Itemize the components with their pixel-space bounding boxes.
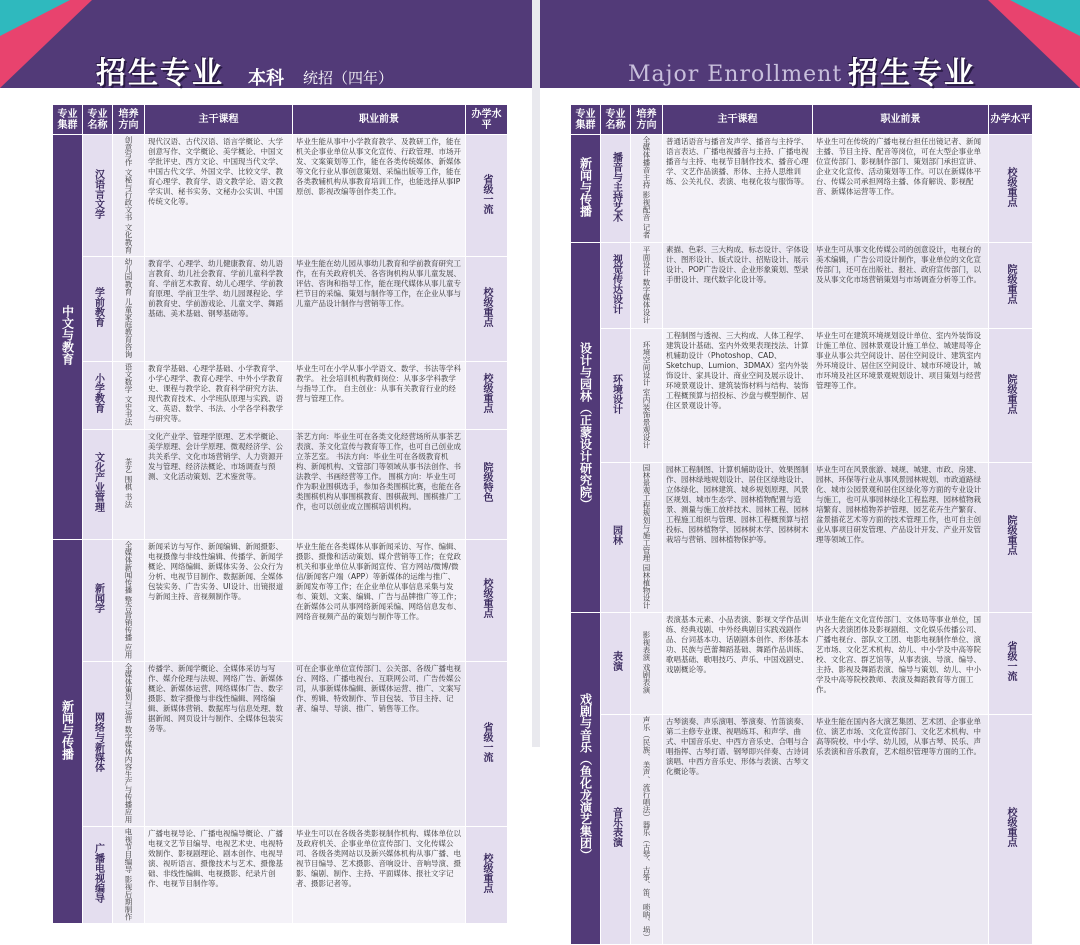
major-level-badge [466,362,508,429]
header-direction: 培养方向 [113,105,145,135]
header-level: 办学水平 [466,105,508,135]
group-cell-text: 新闻与传播 [60,699,75,760]
major-name [83,257,113,362]
page-title: 招生专业 [96,56,224,91]
major-courses: 普通话语音与播音发声学、播音与主持学、语言表达、广播电视播音与主持、广播电视播音与主持、电视节目制作技术、播音心理学、文艺作品演播、形体、主持人思维训练、公关礼仪、表演、电视化妆与服饰等。 [663,135,813,243]
major-direction [113,429,145,539]
table-row [571,329,1033,463]
major-name-text: 网络与新媒体 [92,711,104,772]
major-courses: 园林工程制图、计算机辅助设计、效果图制作、园林绿地规划设计、居住区绿地设计、立体绿化、园林建筑、城乡规划原理、风景区规划、城市生态学、园林植物配置与造景、测量与施工放样技术、园林工程、园林工程施工组织与管理、园林工程概预算与招投标、园林植物学、园林树木学、园林树木栽培与营销、园林植物保护等。 [663,463,813,613]
major-level-badge-text: 校级重点 [481,852,492,893]
table-row [571,612,1033,714]
major-direction [113,826,145,923]
table-row [571,463,1033,613]
major-name [83,429,113,539]
right-table-container [570,104,1033,945]
left-table-container [52,104,508,924]
group-cell [53,539,83,924]
major-direction-text: 电视节目编导 影视后期制作 [124,827,133,921]
major-level-badge [989,329,1033,463]
major-direction-text: 声乐（民族、美声、流行唱法）器乐（古琴、古筝、笛、唢呐、埙） [642,715,651,941]
header-career: 职业前景 [293,105,466,135]
header-level: 办学水平 [989,105,1033,135]
major-career: 毕业生可在风景旅游、城规、城建、市政、房建、园林、环保等行业从事风景园林规划、市政道路绿化、城市公园景观和居住区绿化等方面的专业设计与施工，也可从事园林绿化工程监理、园林植物栽培繁育、园林植物养护管理、园艺花卉生产繁育、盆景插花艺术等方面的技术管理工作，也可自主创业从事项目研发管理、产品设计开发、产业开发管理等领域工作。 [813,463,989,613]
major-level-badge-text: 院级重点 [1005,515,1016,556]
major-direction-text: 全媒体新闻传播 整合营销传播 应用 [124,540,133,658]
major-career: 毕业生能在国内各大演艺集团、艺术团、企事业单位、演艺市场、文化宣传部门、文化艺术机构、中高等院校、中小学、幼儿园，从事古琴、民乐、声乐表演和音乐教育，艺术组织管理等方面的工作。 [813,714,989,944]
majors-table-right [570,104,1033,945]
enrollment-type: 统招（四年） [303,69,394,87]
major-courses: 新闻采访与写作、新闻编辑、新闻摄影、电视摄像与非线性编辑、传播学、新闻学概论、网络编辑、新媒体实务、公众行为分析、电视节目制作、数据新闻、全媒体包装实务、广告实务、UI设计、出镜报道与新闻主持、音视频制作等。 [145,539,293,661]
major-direction-text: 创意写作 文秘与行政文书 文化教育 [124,136,133,254]
major-level-badge-text: 省级一流 [1005,641,1016,682]
major-name [601,714,631,944]
major-name-text: 园林 [610,525,622,546]
major-direction [631,612,663,714]
table-row [53,826,508,923]
table-row [53,539,508,661]
major-direction [631,714,663,944]
major-courses: 素描、色彩、三大构成、标志设计、字体设计、图形设计、版式设计、招贴设计、展示设计、POP广告设计、企业形象策划、型录手册设计、现代数字化设计等。 [663,243,813,329]
major-direction-text: 影视表演 戏剧表演 [642,631,651,694]
group-cell [571,135,601,243]
major-level-badge-text: 省级一流 [481,173,492,214]
major-level-badge [989,135,1033,243]
major-direction-text: 园林景观工程规划与施工管理 园林植物设计 [642,464,651,609]
major-level-badge [466,429,508,539]
major-direction-text: 语文数学 文史书法 [124,363,133,426]
table-row [53,257,508,362]
page-title: 招生专业 [848,56,976,91]
group-cell-text: 设计与园林（正蒙设计研究院） [578,341,593,510]
major-career: 毕业生能在幼儿园从事幼儿教育和学前教育研究工作，在有关政府机关、各咨询机构从事儿童发展、评估、咨询和指导工作，能在现代媒体从事儿童专栏节目的采编、策划与制作等工作，在企业从事与儿童产品设计制作与营销等工作。 [293,257,466,362]
major-career: 毕业生可以在各级各类影视制作机构、媒体单位以及政府机关、企事业单位宣传部门、文化传媒公司、各级各类网站以及新兴媒体机构从事广播、电视节目编导、艺术摄影、音响设计、音响导演、摄影、编剧、制作、主持、平面媒体、报社文字记者、摄影记者等。 [293,826,466,923]
major-career: 可在企事业单位宣传部门、公关部、各级广播电视台、网络、广播电视台、互联网公司、广告传媒公司，从事新媒体编辑、新媒体运营、推广、文案写作、剪辑、特效制作、节目包装、节目主持、记者、编导、导演、推广、销售等工作。 [293,661,466,826]
major-level-badge-text: 校级重点 [1005,166,1016,207]
major-level-badge-text: 院级重点 [1005,373,1016,414]
corner-decoration-teal [0,0,70,36]
major-courses: 广播电视导论、广播电视编导概论、广播电视文艺节目编导、电视艺术史、电视特效制作、影视剧理论、剧本创作、电视导演、视听语言、摄像技术与艺术、摄像基础、非线性编辑、电视摄影、纪录片创作、电视节目制作等。 [145,826,293,923]
major-name-text: 新闻学 [92,583,104,614]
major-direction [113,539,145,661]
major-career: 茶艺方向：毕业生可在各类文化经营场所从事茶艺表演、茶文化宣传与教育等工作，也可自己创业成立茶艺室。 书法方向：毕业生可在各级教育机构、新闻机构、文管部门等领域从事书法创作、书法教学、书画经营等工作。 围棋方向：毕业生可作为职业围棋选手，参加各类围棋比赛，也能在各类围棋机构从事围棋教育、围棋裁判、围棋推广工作，也可以创业成立围棋培训机构。 [293,429,466,539]
table-row [53,661,508,826]
major-career: 毕业生可在建筑环境规划设计单位、室内外装饰设计施工单位、园林景观设计施工单位、城建局等企事业从事公共空间设计、居住空间设计、建筑室内外环境设计、居住区空间设计、城市环境设计，城市环境及社区环境景观规划设计、项目策划与经营管理等工作。 [813,329,989,463]
major-direction-text: 幼儿园教育 儿童家庭教育咨询 [124,258,133,359]
major-level-badge-text: 校级重点 [1005,807,1016,848]
major-courses: 教育学基础、心理学基础、小学教育学、小学心理学、教育心理学、中外小学教育史、课程与教学论、教育科学研究方法、现代教育技术、小学班队原理与实践、语文、英语、数学、书法、小学各学科教学与研究等。 [145,362,293,429]
header-direction: 培养方向 [631,105,663,135]
major-direction-text: 全媒体策划与运营 数字媒体内容生产与传播应用 [124,662,133,823]
major-level-badge [989,463,1033,613]
major-name [601,612,631,714]
major-name [83,826,113,923]
major-direction [113,362,145,429]
header-major: 专业名称 [83,105,113,135]
header-group: 专业集群 [571,105,601,135]
major-direction [113,661,145,826]
major-name [83,661,113,826]
group-cell [53,135,83,540]
major-courses: 传播学、新闻学概论、全媒体采访与写作、媒介伦理与法规、网络广告、新媒体概论、新媒体运营、网络媒体广告、数字摄影、数字摄像与非线性编辑、网络编辑、新媒体营销、数据库与信息处理、数据新闻、网页设计与制作、全媒体包装实务等。 [145,661,293,826]
table-row [53,135,508,257]
major-level-badge-text: 院级重点 [1005,263,1016,304]
table-row [53,362,508,429]
major-level-badge [466,661,508,826]
major-level-badge [989,714,1033,944]
group-cell-text: 中文与教育 [60,305,75,366]
group-cell-text: 新闻与传播 [578,157,593,217]
header-courses: 主干课程 [145,105,293,135]
group-cell [571,612,601,944]
corner-decoration-teal [1010,0,1080,36]
major-level-badge [466,135,508,257]
major-name [601,463,631,613]
header-major: 专业名称 [601,105,631,135]
major-name-text: 视觉传达设计 [610,253,622,314]
major-name-text: 汉语言文学 [92,168,104,219]
major-name-text: 广播电视编导 [92,842,104,903]
page-gutter [532,0,540,747]
major-name-text: 表演 [610,651,622,672]
major-career: 毕业生可在传统的广播电视台担任出镜记者、新闻主播、节目主持、配音等岗位，可在大型企事业单位宣传部门、影视制作部门、策划部门承担宣讲、企业文化宣传、活动策划等工作。可以在新媒体平台、传媒公司承担网络主播、体育解说、影视配音、新媒体运营等工作。 [813,135,989,243]
group-cell-text: 戏剧与音乐（鱼化龙演艺集团） [578,692,593,861]
major-name-text: 文化产业管理 [92,452,104,513]
major-courses: 古琴演奏、声乐演唱、筝演奏、竹笛演奏、第二主修专业课、视唱练耳、和声学、曲式、中国音乐史、中西方音乐史、合唱与合唱指挥、古琴打谱、钢琴即兴伴奏、古诗词演唱、中西方音乐史、形体与表演、古琴文化概论等。 [663,714,813,944]
majors-table-left [52,104,508,924]
major-career: 毕业生可从事文化传媒公司的创意设计，电视台的美术编辑，广告公司设计制作，事业单位的文化宣传部门，还可在出版社、报社、政府宣传部门，以及从事文化市场营销策划与市场调查分析等工作。 [813,243,989,329]
header-courses: 主干课程 [663,105,813,135]
major-direction [631,329,663,463]
major-direction-text: 茶艺 围棋 书法 [124,458,133,508]
major-direction [113,257,145,362]
table-row [571,135,1033,243]
major-career: 毕业生能在文化宣传部门、文体局等事业单位，国内各大表演团体及影视剧组、文化娱乐传播公司、广播电视台、部队文工团、电影电视制作单位、演艺市场、文化艺术机构、幼儿、中小学及中高等院校、文化宫、群艺馆等，从事表演、导演、编导、主持、影视及舞蹈表演、编导与策划、幼儿、中小学及中高等院校教师、表演及舞蹈教育等方面工作。 [813,612,989,714]
title-english: Major Enrollment [628,62,843,87]
major-courses: 表演基本元素、小品表演、影视文学作品训练、经典戏剧、中外经典剧目实践戏剧作品、台词基本功、话剧剧本创作、形体基本功、民族与芭蕾舞蹈基础、舞蹈作品训练、歌唱基础、歌唱技巧、声乐、中国戏剧史、戏剧概论等。 [663,612,813,714]
major-name [83,362,113,429]
major-level-badge-text: 校级重点 [481,373,492,414]
major-direction-text: 环境空间设计 室内装饰景观设计 [642,340,651,449]
major-name [83,135,113,257]
header-group: 专业集群 [53,105,83,135]
major-name-text: 环境设计 [610,373,622,414]
major-direction-text: 全媒体播音主持 影视配音 记者 [642,136,651,239]
major-level-badge-text: 校级重点 [481,578,492,619]
major-name [83,539,113,661]
major-name-text: 播音与主持艺术 [610,151,622,222]
right-page [540,0,1080,941]
major-level-badge [466,257,508,362]
group-cell [571,243,601,613]
major-name [601,135,631,243]
major-level-badge-text: 省级一流 [481,721,492,762]
major-level-badge [466,539,508,661]
major-direction [113,135,145,257]
major-name-text: 学前教育 [92,287,104,328]
table-row [571,714,1033,944]
header-career: 职业前景 [813,105,989,135]
major-courses: 工程制图与透视、三大构成、人体工程学、建筑设计基础、室内外效果表现技法、计算机辅助设计（Photoshop、CAD、Sketchup、Lumion、3DMAX）室内外装饰设计、家具设计、商业空间及展示设计、环境景观设计、建筑装饰材料与结构、装饰工程概预算与招投标、沙盘与模型制作、居住区景观设计等。 [663,329,813,463]
major-direction [631,135,663,243]
major-name [601,329,631,463]
degree-level: 本科 [248,68,284,89]
major-courses: 文化产业学、管理学原理、艺术学概论、美学原理、会计学原理、微观经济学、公共关系学、文化市场营销学、人力资源开发与管理、经济法概论、市场调查与预测、文化活动策划、艺术鉴赏等。 [145,429,293,539]
major-level-badge [989,243,1033,329]
major-career: 毕业生能在各类媒体从事新闻采访、写作、编辑、摄影、摄像和活动策划、媒介营销等工作；在党政机关和事业单位从事新闻宣传、官方网站/微博/微信/新闻客户端（APP）等新媒体的运维与推广、新闻发布等工作；在企业单位从事信息采集与发布、策划、文案、编辑、广告与品牌推广等工作；在新媒体公司从事网络新闻采编、网络信息发布、网络音视频产品的策划与制作等工作。 [293,539,466,661]
major-career: 毕业生能从事中小学教育教学、及教研工作，能在机关企事业单位从事文化宣传、行政管理、市场开发、文案策划等工作，能在各类传统媒体、新媒体等文化行业从事创意策划、采编出版等工作，能在各类教辅机构从事教育培训工作，也能选择从事IP原创、影视改编等创作类工作。 [293,135,466,257]
major-courses: 教育学、心理学、幼儿健康教育、幼儿语言教育、幼儿社会教育、学前儿童科学教育、学前艺术教育、幼儿心理学、学前教育原理、学前卫生学、幼儿园课程论、学前教育史、学前游戏论、儿童文学、舞蹈基础、美术基础、钢琴基础等。 [145,257,293,362]
table-row [571,243,1033,329]
major-direction [631,463,663,613]
major-level-badge-text: 院级特色 [481,462,492,503]
major-direction [631,243,663,329]
major-name [601,243,631,329]
major-courses: 现代汉语、古代汉语、语言学概论、大学创意写作、文学概论、美学概论、中国文学批评史、西方文论、中国现当代文学、中国古代文学、外国文学、比较文学、教育心理学、教育学、语文教学论、语文教学实训、秘书实务、文秘办公实训、中国传统文化等。 [145,135,293,257]
left-page [0,0,540,921]
major-level-badge [989,612,1033,714]
major-name-text: 音乐表演 [610,807,622,848]
table-row [53,429,508,539]
major-level-badge [466,826,508,923]
major-name-text: 小学教育 [92,373,104,414]
major-level-badge-text: 校级重点 [481,287,492,328]
major-career: 毕业生可在小学从事小学语文、数学、书法等学科教学。 社会培训机构教师岗位：从事多学科教学与指导工作。 自主创业：从事有关教育行业的经营与管理工作。 [293,362,466,429]
major-direction-text: 平面设计 数字媒体设计 [642,245,651,324]
